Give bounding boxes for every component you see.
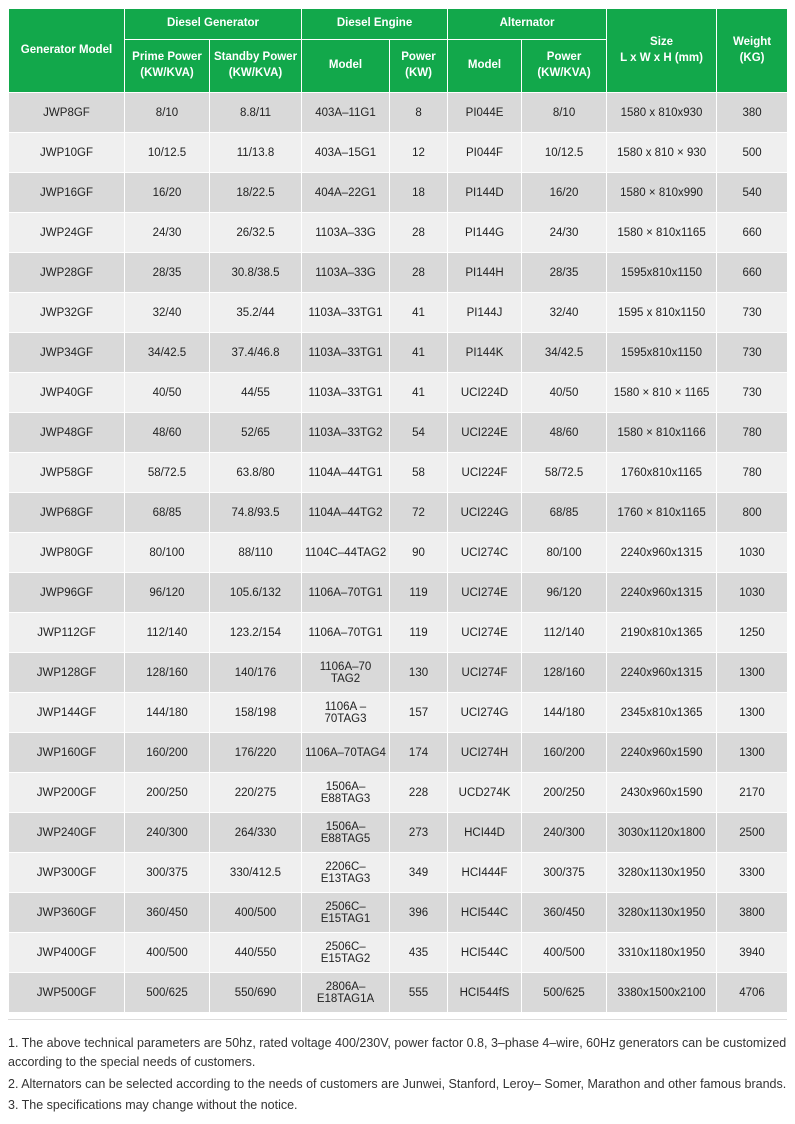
note-1: 1. The above technical parameters are 50hz, rated voltage 400/230V, power factor 0.8, 3–phase 4–wire, 60Hz generators can be customized according to the special needs of customers. [8, 1036, 787, 1070]
cell-prime-power: 144/180 [125, 693, 210, 733]
cell-engine-power: 555 [390, 973, 448, 1013]
table-head [9, 9, 788, 93]
cell-generator-model: JWP28GF [9, 253, 125, 293]
cell-standby-power: 330/412.5 [210, 853, 302, 893]
table-row [9, 453, 788, 493]
cell-alternator-model: HCI544fS [448, 973, 522, 1013]
cell-engine-power: 54 [390, 413, 448, 453]
cell-engine-model: 2506C–E15TAG2 [302, 933, 390, 973]
cell-weight: 3940 [717, 933, 788, 973]
cell-generator-model: JWP144GF [9, 693, 125, 733]
cell-engine-model: 404A–22G1 [302, 173, 390, 213]
table-row [9, 693, 788, 733]
table-row [9, 533, 788, 573]
cell-standby-power: 35.2/44 [210, 293, 302, 333]
cell-generator-model: JWP40GF [9, 373, 125, 413]
table-row [9, 813, 788, 853]
cell-prime-power: 24/30 [125, 213, 210, 253]
cell-engine-model: 403A–15G1 [302, 133, 390, 173]
cell-engine-model: 2806A–E18TAG1A [302, 973, 390, 1013]
cell-engine-model: 1506A–E88TAG3 [302, 773, 390, 813]
cell-alternator-power: 144/180 [522, 693, 607, 733]
cell-generator-model: JWP112GF [9, 613, 125, 653]
cell-prime-power: 16/20 [125, 173, 210, 213]
cell-engine-model: 1103A–33G [302, 213, 390, 253]
cell-prime-power: 58/72.5 [125, 453, 210, 493]
cell-standby-power: 158/198 [210, 693, 302, 733]
cell-standby-power: 88/110 [210, 533, 302, 573]
header-engine-power-line2: (KW) [405, 67, 432, 79]
header-size-line1: Size [650, 35, 674, 48]
table-row [9, 933, 788, 973]
cell-standby-power: 30.8/38.5 [210, 253, 302, 293]
cell-size: 1595x810x1150 [607, 253, 717, 293]
cell-standby-power: 140/176 [210, 653, 302, 693]
cell-alternator-power: 96/120 [522, 573, 607, 613]
cell-alternator-power: 48/60 [522, 413, 607, 453]
table-row [9, 773, 788, 813]
cell-alternator-model: PI144D [448, 173, 522, 213]
cell-prime-power: 40/50 [125, 373, 210, 413]
cell-alternator-model: HCI444F [448, 853, 522, 893]
cell-alternator-power: 16/20 [522, 173, 607, 213]
cell-size: 1580 × 810x1166 [607, 413, 717, 453]
table-row [9, 613, 788, 653]
cell-engine-power: 119 [390, 573, 448, 613]
cell-prime-power: 34/42.5 [125, 333, 210, 373]
cell-engine-power: 273 [390, 813, 448, 853]
cell-prime-power: 10/12.5 [125, 133, 210, 173]
cell-size: 1580 × 810x1165 [607, 213, 717, 253]
cell-prime-power: 200/250 [125, 773, 210, 813]
note-2: 2. Alternators can be selected according to the needs of customers are Junwei, Stanford, Leroy– Somer, Marathon and other famous brands. [8, 1076, 787, 1091]
cell-alternator-model: UCI274G [448, 693, 522, 733]
cell-size: 2345x810x1365 [607, 693, 717, 733]
cell-alternator-power: 240/300 [522, 813, 607, 853]
cell-size: 1760x810x1165 [607, 453, 717, 493]
cell-prime-power: 112/140 [125, 613, 210, 653]
cell-weight: 780 [717, 413, 788, 453]
specifications-table [8, 8, 788, 1013]
cell-standby-power: 37.4/46.8 [210, 333, 302, 373]
cell-standby-power: 440/550 [210, 933, 302, 973]
cell-prime-power: 500/625 [125, 973, 210, 1013]
cell-alternator-model: HCI44D [448, 813, 522, 853]
table-body [9, 93, 788, 1013]
header-generator-model: Generator Model [9, 9, 125, 93]
cell-prime-power: 80/100 [125, 533, 210, 573]
cell-generator-model: JWP24GF [9, 213, 125, 253]
cell-size: 2430x960x1590 [607, 773, 717, 813]
cell-weight: 1300 [717, 653, 788, 693]
header-alternator-model: Model [448, 40, 522, 93]
cell-engine-model: 1104C–44TAG2 [302, 533, 390, 573]
cell-size: 3380x1500x2100 [607, 973, 717, 1013]
notes-block [8, 1034, 787, 1124]
table-row [9, 253, 788, 293]
table-row [9, 973, 788, 1013]
cell-standby-power: 63.8/80 [210, 453, 302, 493]
cell-alternator-model: UCI274E [448, 613, 522, 653]
cell-alternator-power: 34/42.5 [522, 333, 607, 373]
cell-generator-model: JWP300GF [9, 853, 125, 893]
header-engine-power [390, 40, 448, 93]
table-row [9, 333, 788, 373]
cell-prime-power: 360/450 [125, 893, 210, 933]
cell-size: 1580 × 810 × 1165 [607, 373, 717, 413]
header-alternator: Alternator [448, 9, 607, 40]
cell-alternator-model: PI144G [448, 213, 522, 253]
cell-alternator-model: HCI544C [448, 893, 522, 933]
cell-generator-model: JWP68GF [9, 493, 125, 533]
cell-alternator-power: 40/50 [522, 373, 607, 413]
cell-engine-model: 403A–11G1 [302, 93, 390, 133]
header-standby-power-line2: (KW/KVA) [228, 67, 283, 79]
cell-weight: 730 [717, 373, 788, 413]
cell-engine-model: 1106A–70TAG4 [302, 733, 390, 773]
cell-engine-model: 1103A–33TG2 [302, 413, 390, 453]
cell-weight: 3800 [717, 893, 788, 933]
table-row [9, 853, 788, 893]
table-row [9, 573, 788, 613]
cell-alternator-model: UCI224G [448, 493, 522, 533]
cell-standby-power: 18/22.5 [210, 173, 302, 213]
header-diesel-engine: Diesel Engine [302, 9, 448, 40]
cell-weight: 4706 [717, 973, 788, 1013]
cell-engine-power: 12 [390, 133, 448, 173]
cell-generator-model: JWP32GF [9, 293, 125, 333]
cell-engine-power: 41 [390, 373, 448, 413]
cell-generator-model: JWP500GF [9, 973, 125, 1013]
cell-alternator-power: 500/625 [522, 973, 607, 1013]
cell-engine-model: 1104A–44TG1 [302, 453, 390, 493]
cell-alternator-power: 24/30 [522, 213, 607, 253]
cell-weight: 730 [717, 333, 788, 373]
cell-size: 1760 × 810x1165 [607, 493, 717, 533]
header-standby-power [210, 40, 302, 93]
table-row [9, 893, 788, 933]
table-row [9, 133, 788, 173]
cell-engine-power: 119 [390, 613, 448, 653]
cell-alternator-model: UCI224D [448, 373, 522, 413]
header-prime-power-line1: Prime Power [132, 51, 202, 64]
cell-generator-model: JWP8GF [9, 93, 125, 133]
cell-engine-power: 130 [390, 653, 448, 693]
cell-prime-power: 128/160 [125, 653, 210, 693]
cell-weight: 3300 [717, 853, 788, 893]
cell-engine-model: 1106A –70TAG3 [302, 693, 390, 733]
cell-alternator-power: 32/40 [522, 293, 607, 333]
cell-standby-power: 400/500 [210, 893, 302, 933]
cell-generator-model: JWP128GF [9, 653, 125, 693]
header-weight-line2: (KG) [739, 51, 765, 64]
cell-size: 3310x1180x1950 [607, 933, 717, 973]
cell-weight: 2170 [717, 773, 788, 813]
cell-size: 1580 × 810x990 [607, 173, 717, 213]
cell-weight: 1300 [717, 693, 788, 733]
cell-engine-model: 1103A–33TG1 [302, 333, 390, 373]
cell-alternator-power: 8/10 [522, 93, 607, 133]
cell-alternator-power: 360/450 [522, 893, 607, 933]
cell-generator-model: JWP48GF [9, 413, 125, 453]
cell-generator-model: JWP400GF [9, 933, 125, 973]
cell-generator-model: JWP10GF [9, 133, 125, 173]
cell-engine-power: 58 [390, 453, 448, 493]
cell-engine-power: 349 [390, 853, 448, 893]
cell-generator-model: JWP16GF [9, 173, 125, 213]
cell-prime-power: 68/85 [125, 493, 210, 533]
cell-engine-power: 28 [390, 213, 448, 253]
table-row [9, 173, 788, 213]
cell-alternator-model: UCI274C [448, 533, 522, 573]
cell-engine-model: 1106A–70 TAG2 [302, 653, 390, 693]
cell-standby-power: 8.8/11 [210, 93, 302, 133]
cell-alternator-power: 80/100 [522, 533, 607, 573]
cell-alternator-model: HCI544C [448, 933, 522, 973]
cell-alternator-model: PI144K [448, 333, 522, 373]
cell-engine-model: 1103A–33G [302, 253, 390, 293]
cell-standby-power: 123.2/154 [210, 613, 302, 653]
cell-engine-power: 90 [390, 533, 448, 573]
cell-alternator-power: 68/85 [522, 493, 607, 533]
cell-alternator-model: PI144H [448, 253, 522, 293]
cell-engine-power: 157 [390, 693, 448, 733]
cell-standby-power: 11/13.8 [210, 133, 302, 173]
cell-generator-model: JWP360GF [9, 893, 125, 933]
cell-prime-power: 8/10 [125, 93, 210, 133]
cell-standby-power: 44/55 [210, 373, 302, 413]
note-3: 3. The specifications may change without the notice. [8, 1098, 298, 1113]
cell-engine-model: 1104A–44TG2 [302, 493, 390, 533]
cell-generator-model: JWP34GF [9, 333, 125, 373]
header-weight-line1: Weight [732, 35, 772, 48]
cell-weight: 660 [717, 253, 788, 293]
cell-standby-power: 52/65 [210, 413, 302, 453]
cell-engine-power: 41 [390, 333, 448, 373]
cell-engine-power: 228 [390, 773, 448, 813]
cell-generator-model: JWP160GF [9, 733, 125, 773]
cell-alternator-power: 10/12.5 [522, 133, 607, 173]
cell-alternator-power: 200/250 [522, 773, 607, 813]
cell-engine-model: 1106A–70TG1 [302, 573, 390, 613]
cell-size: 3280x1130x1950 [607, 853, 717, 893]
cell-alternator-model: PI044E [448, 93, 522, 133]
cell-standby-power: 105.6/132 [210, 573, 302, 613]
cell-standby-power: 74.8/93.5 [210, 493, 302, 533]
cell-size: 3280x1130x1950 [607, 893, 717, 933]
cell-alternator-power: 28/35 [522, 253, 607, 293]
cell-alternator-model: UCD274K [448, 773, 522, 813]
table-row [9, 413, 788, 453]
cell-engine-model: 1103A–33TG1 [302, 293, 390, 333]
cell-weight: 780 [717, 453, 788, 493]
cell-engine-power: 396 [390, 893, 448, 933]
cell-generator-model: JWP200GF [9, 773, 125, 813]
cell-alternator-power: 400/500 [522, 933, 607, 973]
cell-prime-power: 240/300 [125, 813, 210, 853]
header-engine-power-line1: Power [401, 51, 436, 64]
cell-weight: 730 [717, 293, 788, 333]
cell-prime-power: 96/120 [125, 573, 210, 613]
header-alternator-power-line2: (KW/KVA) [537, 67, 591, 79]
header-size-line2: L x W x H (mm) [620, 51, 703, 64]
cell-prime-power: 160/200 [125, 733, 210, 773]
cell-engine-power: 174 [390, 733, 448, 773]
cell-prime-power: 300/375 [125, 853, 210, 893]
cell-weight: 540 [717, 173, 788, 213]
cell-engine-model: 2206C–E13TAG3 [302, 853, 390, 893]
cell-size: 2240x960x1315 [607, 533, 717, 573]
cell-standby-power: 264/330 [210, 813, 302, 853]
header-row-groups [9, 9, 788, 40]
cell-prime-power: 48/60 [125, 413, 210, 453]
header-prime-power [125, 40, 210, 93]
cell-alternator-model: PI144J [448, 293, 522, 333]
cell-alternator-model: PI044F [448, 133, 522, 173]
cell-alternator-model: UCI274F [448, 653, 522, 693]
cell-standby-power: 176/220 [210, 733, 302, 773]
table-row [9, 733, 788, 773]
table-row [9, 213, 788, 253]
cell-weight: 660 [717, 213, 788, 253]
cell-generator-model: JWP58GF [9, 453, 125, 493]
header-prime-power-line2: (KW/KVA) [140, 67, 194, 79]
cell-weight: 2500 [717, 813, 788, 853]
cell-alternator-power: 300/375 [522, 853, 607, 893]
header-alternator-power [522, 40, 607, 93]
cell-size: 3030x1120x1800 [607, 813, 717, 853]
cell-alternator-power: 160/200 [522, 733, 607, 773]
table-row [9, 653, 788, 693]
notes-divider [8, 1019, 787, 1020]
header-diesel-generator: Diesel Generator [125, 9, 302, 40]
cell-weight: 800 [717, 493, 788, 533]
cell-alternator-model: UCI224E [448, 413, 522, 453]
cell-size: 1595 x 810x1150 [607, 293, 717, 333]
header-size [607, 9, 717, 93]
table-row [9, 293, 788, 333]
cell-alternator-model: UCI274E [448, 573, 522, 613]
cell-alternator-model: UCI224F [448, 453, 522, 493]
cell-standby-power: 220/275 [210, 773, 302, 813]
table-row [9, 493, 788, 533]
cell-weight: 1300 [717, 733, 788, 773]
cell-standby-power: 550/690 [210, 973, 302, 1013]
cell-engine-power: 28 [390, 253, 448, 293]
cell-engine-power: 18 [390, 173, 448, 213]
cell-size: 1580 x 810x930 [607, 93, 717, 133]
cell-weight: 1030 [717, 533, 788, 573]
cell-generator-model: JWP96GF [9, 573, 125, 613]
cell-alternator-power: 112/140 [522, 613, 607, 653]
cell-engine-model: 1506A–E88TAG5 [302, 813, 390, 853]
cell-prime-power: 28/35 [125, 253, 210, 293]
cell-engine-model: 2506C–E15TAG1 [302, 893, 390, 933]
cell-size: 1595x810x1150 [607, 333, 717, 373]
table-row [9, 373, 788, 413]
cell-engine-power: 72 [390, 493, 448, 533]
cell-size: 2240x960x1315 [607, 653, 717, 693]
cell-size: 2240x960x1315 [607, 573, 717, 613]
header-alternator-power-line1: Power [546, 51, 582, 64]
cell-engine-power: 8 [390, 93, 448, 133]
cell-engine-model: 1106A–70TG1 [302, 613, 390, 653]
cell-size: 2190x810x1365 [607, 613, 717, 653]
cell-prime-power: 32/40 [125, 293, 210, 333]
cell-weight: 1030 [717, 573, 788, 613]
table-row [9, 93, 788, 133]
header-standby-power-line1: Standby Power [213, 51, 298, 64]
cell-engine-model: 1103A–33TG1 [302, 373, 390, 413]
cell-size: 1580 x 810 × 930 [607, 133, 717, 173]
header-engine-model: Model [302, 40, 390, 93]
cell-generator-model: JWP80GF [9, 533, 125, 573]
cell-weight: 380 [717, 93, 788, 133]
cell-generator-model: JWP240GF [9, 813, 125, 853]
cell-size: 2240x960x1590 [607, 733, 717, 773]
cell-alternator-power: 128/160 [522, 653, 607, 693]
cell-prime-power: 400/500 [125, 933, 210, 973]
cell-weight: 500 [717, 133, 788, 173]
cell-engine-power: 41 [390, 293, 448, 333]
header-weight [717, 9, 788, 93]
cell-engine-power: 435 [390, 933, 448, 973]
cell-standby-power: 26/32.5 [210, 213, 302, 253]
cell-alternator-power: 58/72.5 [522, 453, 607, 493]
cell-alternator-model: UCI274H [448, 733, 522, 773]
cell-weight: 1250 [717, 613, 788, 653]
